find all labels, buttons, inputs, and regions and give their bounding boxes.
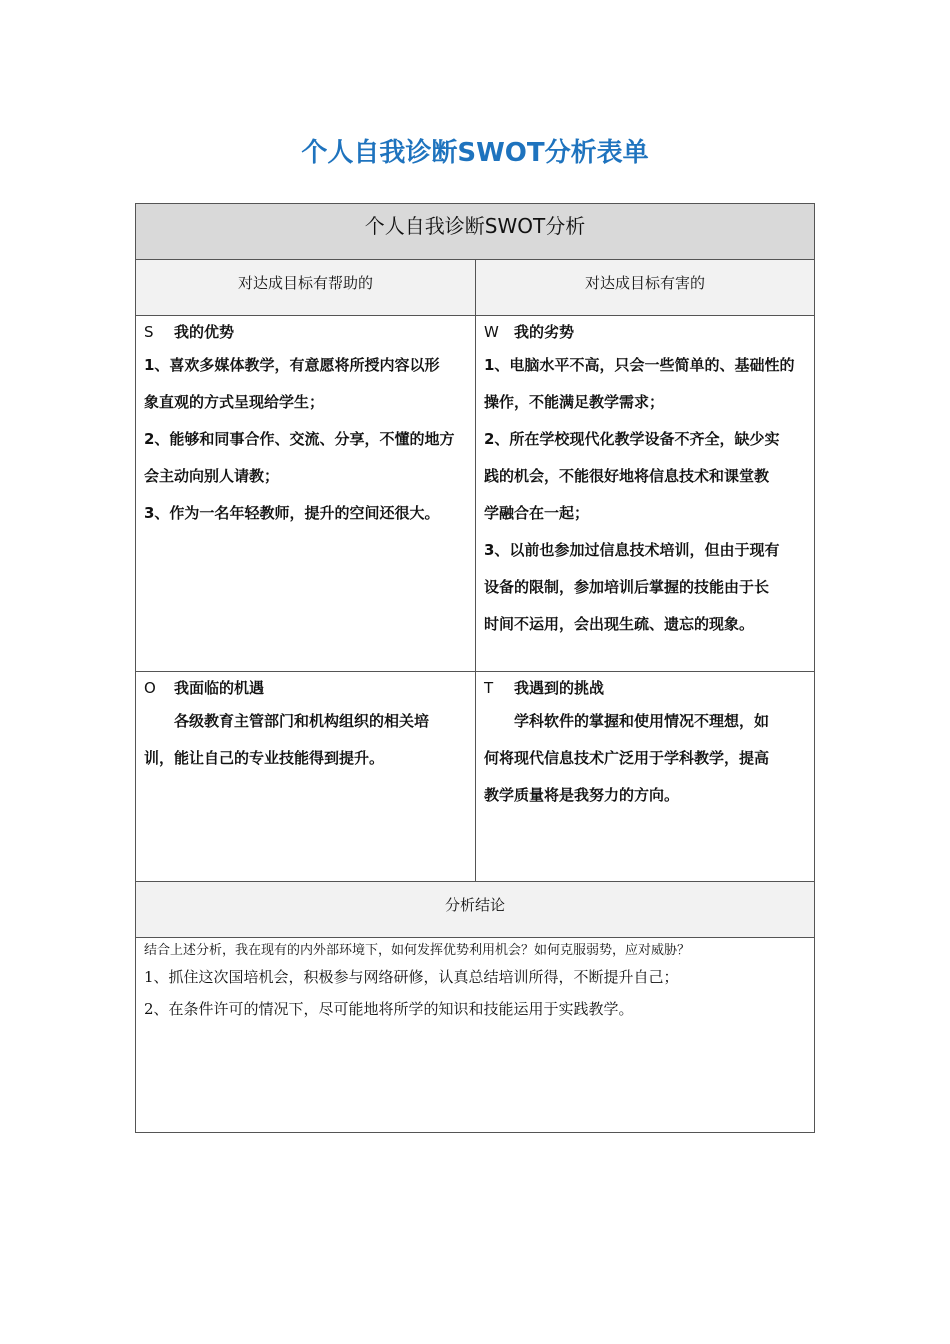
conclusion-header: 分析结论: [136, 882, 814, 938]
opportunities-cell: [136, 672, 476, 882]
threats-letter: T: [484, 679, 494, 697]
conclusion-prompt: 结合上述分析，我在现有的内外部环境下，如何发挥优势利用机会？如何克服弱势，应对威胁？: [144, 943, 691, 958]
opportunities-letter: O: [144, 679, 156, 697]
helpful-column-header: 对达成目标有帮助的: [136, 260, 476, 316]
opportunities-line: 各级教育主管部门和机构组织的相关培: [174, 712, 430, 730]
conclusion-line: 2、在条件许可的情况下，尽可能地将所学的知识和技能运用于实践教学。: [144, 1000, 634, 1018]
weaknesses-title: 我的劣势: [514, 323, 575, 341]
threats-title: 我遇到的挑战: [514, 679, 605, 697]
conclusion-body: [136, 938, 814, 1132]
harmful-column-header: 对达成目标有害的: [476, 260, 814, 316]
threats-line: 教学质量将是我努力的方向。: [484, 786, 680, 804]
opportunities-heading: [144, 677, 467, 699]
opportunities-title: 我面临的机遇: [174, 679, 265, 697]
strengths-line: 2、能够和同事合作、交流、分享，不懂的地方: [144, 430, 455, 448]
swot-table: [135, 203, 815, 1133]
weaknesses-line: 2、所在学校现代化教学设备不齐全，缺少实: [484, 430, 780, 448]
conclusion-line: 1、抓住这次国培机会，积极参与网络研修，认真总结培训所得，不断提升自己；: [144, 968, 679, 986]
weaknesses-heading: [484, 321, 806, 343]
strengths-line: 会主动向别人请教；: [144, 467, 280, 485]
weaknesses-line: 学融合在一起；: [484, 504, 590, 522]
strengths-heading: [144, 321, 467, 343]
strengths-line: 3、作为一名年轻教师，提升的空间还很大。: [144, 504, 440, 522]
weaknesses-letter: W: [484, 323, 499, 341]
document-title: 个人自我诊断SWOT分析表单: [301, 138, 649, 168]
strengths-cell: [136, 316, 476, 672]
weaknesses-line: 1、电脑水平不高，只会一些简单的、基础性的: [484, 356, 795, 374]
strengths-title: 我的优势: [174, 323, 235, 341]
strengths-letter: S: [144, 323, 154, 341]
threats-heading: [484, 677, 806, 699]
weaknesses-line: 践的机会，不能很好地将信息技术和课堂教: [484, 467, 770, 485]
opportunities-line: 训，能让自己的专业技能得到提升。: [144, 749, 385, 767]
weaknesses-line: 时间不运用，会出现生疏、遗忘的现象。: [484, 615, 755, 633]
strengths-line: 象直观的方式呈现给学生；: [144, 393, 325, 411]
threats-line: 何将现代信息技术广泛用于学科教学，提高: [484, 749, 770, 767]
threats-line: 学科软件的掌握和使用情况不理想，如: [514, 712, 770, 730]
threats-cell: [476, 672, 814, 882]
weaknesses-line: 操作，不能满足教学需求；: [484, 393, 665, 411]
weaknesses-cell: [476, 316, 814, 672]
table-header: 个人自我诊断SWOT分析: [136, 204, 814, 260]
weaknesses-line: 3、以前也参加过信息技术培训，但由于现有: [484, 541, 780, 559]
weaknesses-line: 设备的限制，参加培训后掌握的技能由于长: [484, 578, 770, 596]
strengths-line: 1、喜欢多媒体教学，有意愿将所授内容以形: [144, 356, 440, 374]
